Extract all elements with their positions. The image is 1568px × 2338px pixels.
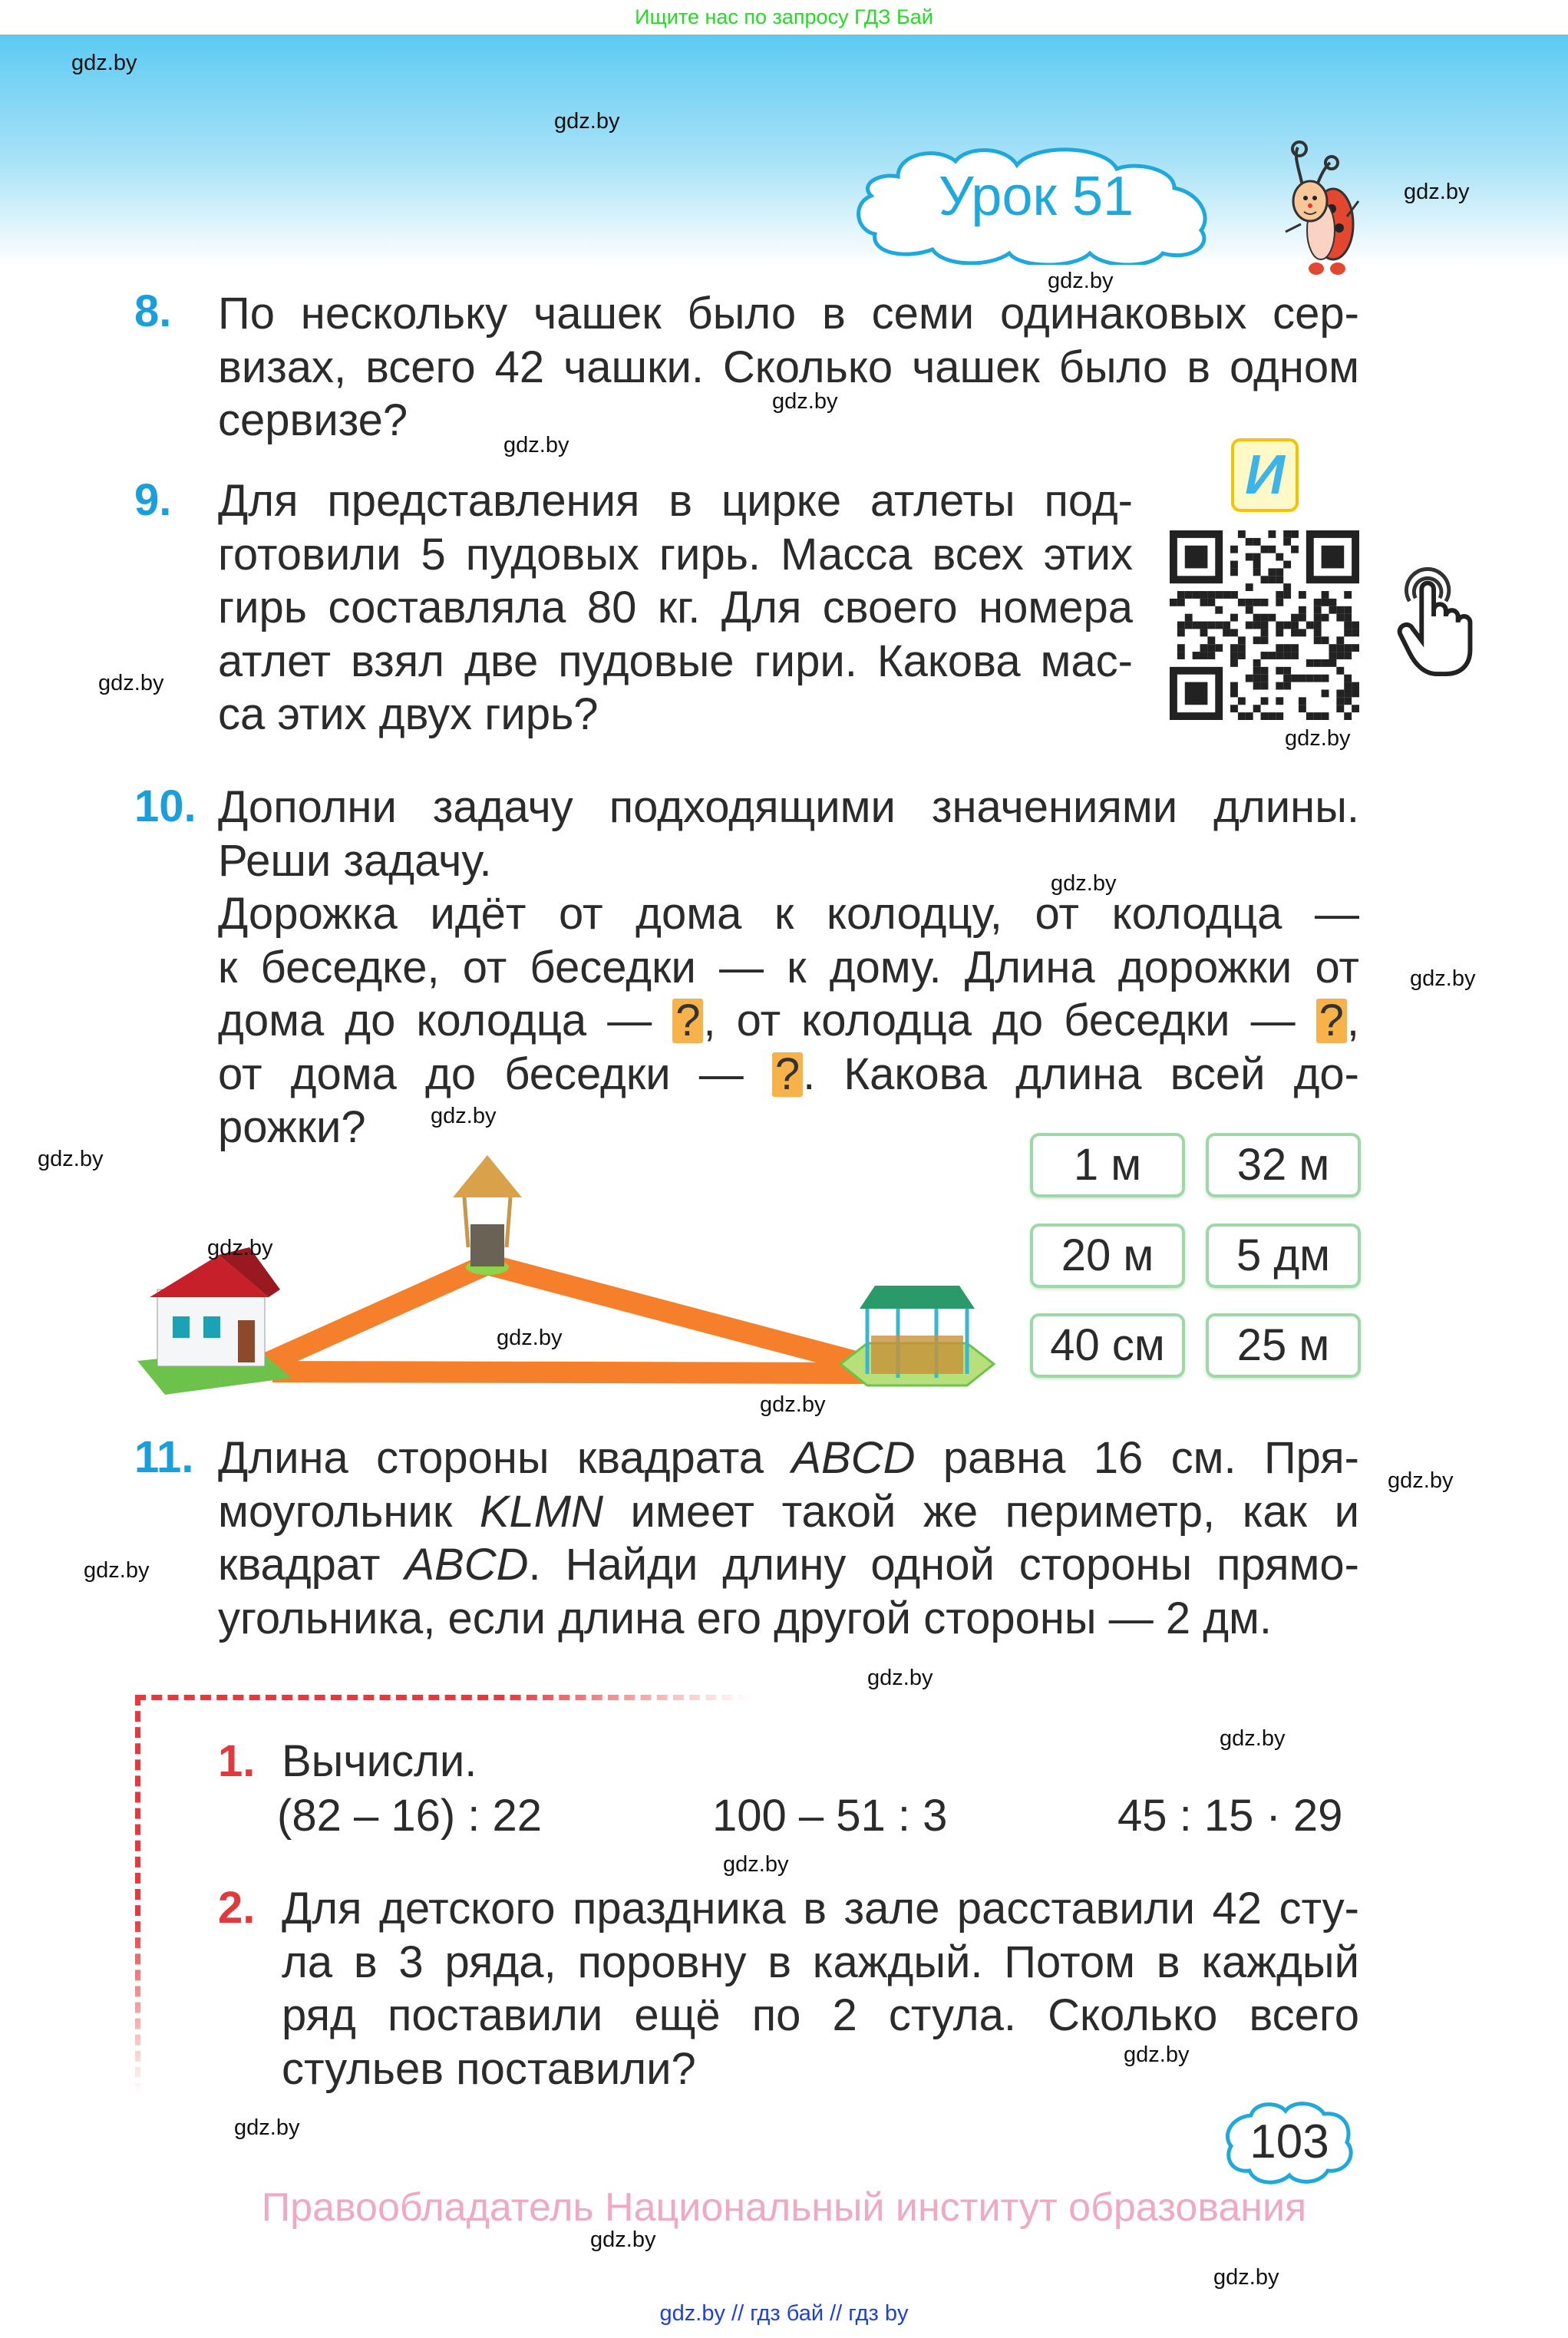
italic-label: KLMN <box>479 1486 603 1537</box>
length-option[interactable]: 40 см <box>1030 1313 1185 1378</box>
gazebo-icon <box>840 1286 994 1385</box>
text-segment: гирь составляла 80 кг. Для своего номера <box>218 583 1133 632</box>
text-segment: са этих двух гирь? <box>218 689 599 739</box>
missing-value-badge[interactable]: ? <box>1316 999 1347 1043</box>
length-option[interactable]: 20 м <box>1030 1223 1185 1288</box>
text-segment: Для представления в цирке атлеты под- <box>218 476 1133 526</box>
watermark: gdz.by <box>497 1326 563 1350</box>
text-segment: Для детского праздника в зале расставили 42 сту- <box>282 1884 1359 1933</box>
text-segment: стульев поставили? <box>282 2043 696 2094</box>
watermark: gdz.by <box>867 1666 933 1690</box>
length-option[interactable]: 5 дм <box>1206 1223 1361 1288</box>
text-segment: Дорожка идёт от дома к колодцу, от колодца — <box>218 889 1359 939</box>
watermark: gdz.by <box>760 1392 826 1417</box>
watermark: gdz.by <box>84 1558 150 1583</box>
italic-label: ABCD <box>404 1540 529 1590</box>
text-line <box>218 474 1133 527</box>
task-number: 8. <box>134 286 172 336</box>
hand-pointer-icon <box>1394 556 1480 677</box>
watermark: gdz.by <box>1048 269 1114 293</box>
length-option[interactable]: 32 м <box>1206 1133 1361 1197</box>
footer-links[interactable]: gdz.by // гдз бай // гдз by <box>659 2301 909 2326</box>
orange-path <box>269 1264 871 1373</box>
interactive-badge: И <box>1231 438 1299 512</box>
watermark: gdz.by <box>723 1852 789 1877</box>
text-segment: , <box>1346 996 1359 1045</box>
top-banner <box>0 0 1568 35</box>
watermark: gdz.by <box>590 2227 656 2252</box>
watermark: gdz.by <box>554 109 620 134</box>
text-segment: квадрат <box>218 1540 405 1590</box>
watermark: gdz.by <box>98 671 164 695</box>
expression: 45 : 15 · 29 <box>1117 1791 1343 1841</box>
text-segment: . Какова длина всей до- <box>803 1048 1359 1099</box>
review-number: 1. <box>218 1736 256 1786</box>
text-segment: сервизе? <box>218 395 408 445</box>
text-segment: готовили 5 пудовых гирь. Масса всех этих <box>218 529 1133 580</box>
path-illustration <box>134 1155 1006 1401</box>
watermark: gdz.by <box>1388 1468 1454 1493</box>
watermark: gdz.by <box>71 51 137 75</box>
text-line <box>218 941 1359 994</box>
italic-label: ABCD <box>791 1433 916 1483</box>
text-line <box>218 781 1359 834</box>
text-line <box>218 287 1359 340</box>
task-number: 11. <box>134 1432 194 1482</box>
text-line <box>218 341 1359 394</box>
review-border-top <box>135 1695 749 1700</box>
watermark: gdz.by <box>431 1104 497 1128</box>
watermark: gdz.by <box>1220 1726 1286 1751</box>
text-segment: атлет взял две пудовые гири. Какова мас- <box>218 636 1133 686</box>
text-line <box>282 1989 1359 2042</box>
watermark: gdz.by <box>1051 871 1117 896</box>
text-line <box>218 1048 1359 1101</box>
text-segment: рожки? <box>218 1102 366 1152</box>
text-segment: угольника, если длина его другой стороны — 2 дм. <box>218 1593 1273 1643</box>
text-line <box>218 528 1133 581</box>
text-segment: , от колодца до беседки — <box>703 996 1316 1045</box>
text-segment: . Найди длину одной стороны прямо- <box>528 1540 1359 1590</box>
page-number: 103 <box>1249 2115 1329 2168</box>
watermark: gdz.by <box>772 389 838 414</box>
watermark: gdz.by <box>234 2115 300 2140</box>
lesson-title: Урок 51 <box>938 166 1134 227</box>
text-line <box>282 2042 1359 2095</box>
house-icon <box>137 1247 292 1395</box>
expression: 100 – 51 : 3 <box>712 1791 948 1841</box>
text-line <box>218 1101 1359 1154</box>
task-number: 9. <box>134 475 172 525</box>
text-line <box>282 1936 1359 1989</box>
well-icon <box>453 1155 522 1275</box>
text-line <box>218 1485 1359 1538</box>
copyright-notice: Правообладатель Национальный институт образования <box>261 2185 1307 2230</box>
task-number: 10. <box>134 781 196 831</box>
text-segment: Дополни задачу подходящими значениями длины. <box>218 782 1359 832</box>
text-line <box>218 1538 1359 1591</box>
missing-value-badge[interactable]: ? <box>672 999 703 1043</box>
text-line <box>218 688 1133 741</box>
review-border-left <box>135 1695 140 2094</box>
top-banner-text: Ищите нас по запросу ГДЗ Бай <box>635 5 933 28</box>
text-line <box>218 635 1133 688</box>
text-segment: дома до колодца — <box>218 996 673 1045</box>
text-line <box>218 887 1359 940</box>
text-line <box>218 394 1359 447</box>
watermark: gdz.by <box>1213 2265 1279 2290</box>
text-segment: Длина стороны квадрата <box>218 1433 792 1483</box>
watermark: gdz.by <box>38 1147 104 1171</box>
text-line <box>218 834 1359 887</box>
text-segment: к беседке, от беседки — к дому. Длина дорожки от <box>218 942 1359 992</box>
watermark: gdz.by <box>503 433 569 457</box>
length-option[interactable]: 25 м <box>1206 1313 1361 1378</box>
watermark: gdz.by <box>1285 726 1351 751</box>
text-segment: ряд поставили ещё по 2 стула. Сколько всего <box>282 1990 1359 2040</box>
watermark: gdz.by <box>207 1236 273 1260</box>
review-number: 2. <box>218 1883 256 1933</box>
text-line <box>218 1432 1359 1484</box>
text-segment: ла в 3 ряда, поровну в каждый. Потом в каждый <box>282 1937 1359 1987</box>
text-segment: равна 16 см. Пря- <box>915 1433 1359 1483</box>
text-line <box>282 1882 1359 1935</box>
text-segment: имеет такой же периметр, как и <box>602 1486 1359 1537</box>
text-segment: моугольник <box>218 1486 480 1537</box>
text-segment: Реши задачу. <box>218 835 492 886</box>
text-segment: от дома до беседки — <box>218 1048 772 1099</box>
watermark: gdz.by <box>1124 2042 1190 2067</box>
text-segment: визах, всего 42 чашки. Сколько чашек было в одном <box>218 342 1359 392</box>
expression: (82 – 16) : 22 <box>277 1791 542 1841</box>
ladybug-icon <box>1270 140 1378 278</box>
watermark: gdz.by <box>1410 966 1476 991</box>
text-segment: По нескольку чашек было в семи одинаковых сер- <box>218 289 1359 338</box>
qr-code[interactable] <box>1170 530 1359 720</box>
review1-title: Вычисли. <box>282 1736 477 1786</box>
text-line <box>218 1592 1359 1645</box>
length-option[interactable]: 1 м <box>1030 1133 1185 1197</box>
watermark: gdz.by <box>1404 180 1470 204</box>
text-line <box>218 994 1359 1047</box>
text-line <box>218 581 1133 634</box>
missing-value-badge[interactable]: ? <box>772 1052 803 1097</box>
